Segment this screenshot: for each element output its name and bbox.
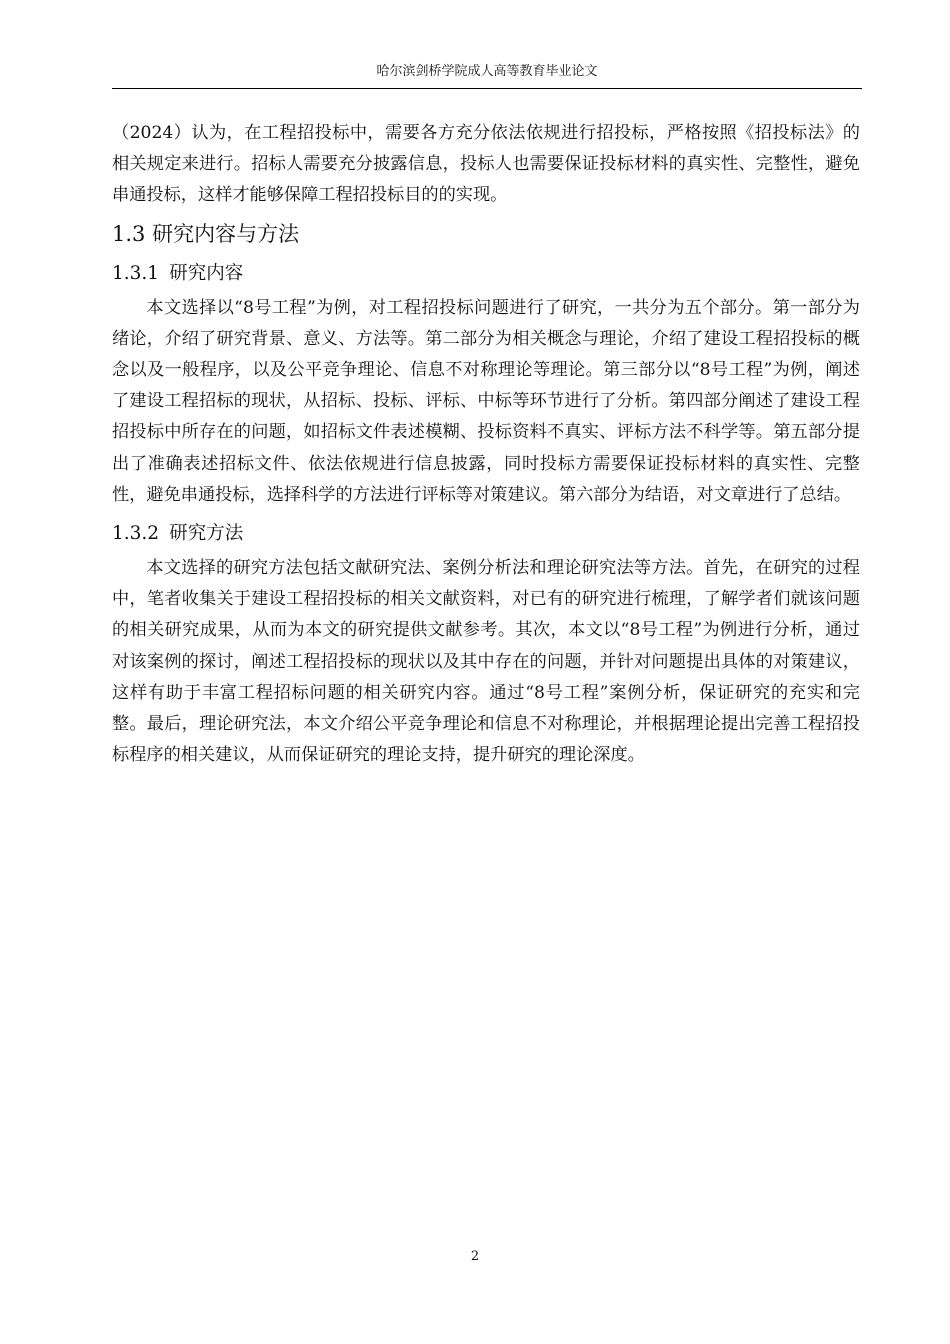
section-number: 1.3.1 [112,262,160,284]
section-heading-1-3-1 [112,259,860,289]
research-content-paragraph: 本文选择以“8号工程”为例，对工程招投标问题进行了研究，一共分为五个部分。第一部分为绪论，介绍了研究背景、意义、方法等。第二部分为相关概念与理论，介绍了建设工程招投标的概念以及一般程序，以及公平竞争理论、信息不对称理论等理论。第三部分以“8号工程”为例，阐述了建设工程招标的现状，从招标、投标、评标、中标等环节进行了分析。第四部分阐述了建设工程招投标中所存在的问题，如招标文件表述模糊、投标资料不真实、评标方法不科学等。第五部分提出了准确表述招标文件、依法依规进行信息披露，同时投标方需要保证投标材料的真实性、完整性，避免串通投标，选择科学的方法进行评标等对策建议。第六部分为结语，对文章进行了总结。 [112,297,860,505]
page-header [112,62,862,89]
section-heading-1-3-2 [112,519,860,549]
section-heading-1-3: 1.3 研究内容与方法 [112,221,300,246]
section-title: 研究内容 [169,262,244,284]
research-method-paragraph: 本文选择的研究方法包括文献研究法、案例分析法和理论研究法等方法。首先，在研究的过程中，笔者收集关于建设工程招投标的相关文献资料，对已有的研究进行梳理，了解学者们就该问题的相关研究成果，从而为本文的研究提供文献参考。其次，本文以“8号工程”为例进行分析，通过对该案例的探讨，阐述工程招投标的现状以及其中存在的问题，并针对问题提出具体的对策建议，这样有助于丰富工程招标问题的相关研究内容。通过“8号工程”案例分析，保证研究的充实和完整。最后，理论研究法，本文介绍公平竞争理论和信息不对称理论，并根据理论提出完善工程招投标程序的相关建议，从而保证研究的理论支持，提升研究的理论深度。 [112,558,860,766]
page-number: 2 [470,1249,480,1264]
document-body [112,118,860,771]
intro-paragraph: （2024）认为，在工程招投标中，需要各方充分依法依规进行招投标，严格按照《招投标法》的相关规定来进行。招标人需要充分披露信息，投标人也需要保证投标材料的真实性、完整性，避免串通投标，这样才能够保障工程招投标目的的实现。 [112,123,860,206]
section-number: 1.3.2 [112,523,160,545]
header-title: 哈尔滨剑桥学院成人高等教育毕业论文 [376,64,598,79]
section-title: 研究方法 [169,523,244,545]
